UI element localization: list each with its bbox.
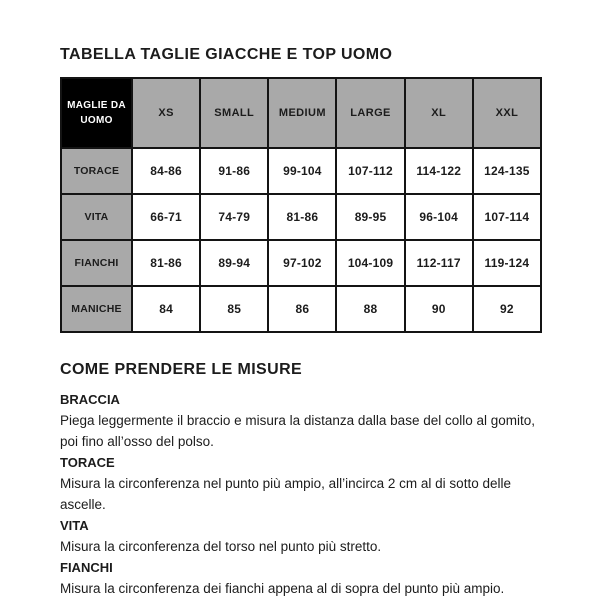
table-row-fianchi <box>61 240 541 286</box>
row-label-torace: TORACE <box>61 148 132 194</box>
cell-value: 99-104 <box>268 148 336 194</box>
column-header-xl: XL <box>405 78 473 148</box>
instructions-list <box>60 389 540 599</box>
row-label-maniche: MANICHE <box>61 286 132 332</box>
cell-value: 81-86 <box>132 240 200 286</box>
cell-value: 86 <box>268 286 336 332</box>
column-header-medium: MEDIUM <box>268 78 336 148</box>
cell-value: 119-124 <box>473 240 541 286</box>
cell-value: 74-79 <box>200 194 268 240</box>
row-label-vita: VITA <box>61 194 132 240</box>
instruction-text: Piega leggermente il braccio e misura la distanza dalla base del collo al gomito, poi fino all’osso del polso. <box>60 413 536 449</box>
instruction-block-fianchi <box>60 557 540 599</box>
cell-value: 89-94 <box>200 240 268 286</box>
table-row-torace <box>61 148 541 194</box>
cell-value: 107-114 <box>473 194 541 240</box>
instruction-label: TORACE <box>60 455 115 470</box>
cell-value: 124-135 <box>473 148 541 194</box>
cell-value: 92 <box>473 286 541 332</box>
cell-value: 81-86 <box>268 194 336 240</box>
column-header-xs: XS <box>132 78 200 148</box>
cell-value: 84 <box>132 286 200 332</box>
instruction-label: BRACCIA <box>60 392 120 407</box>
instruction-block-braccia <box>60 389 540 452</box>
instruction-text: Misura la circonferenza dei fianchi appena al di sopra del punto più ampio. <box>60 581 505 596</box>
page-title: TABELLA TAGLIE GIACCHE E TOP UOMO <box>60 46 393 63</box>
cell-value: 85 <box>200 286 268 332</box>
column-header-xxl: XXL <box>473 78 541 148</box>
cell-value: 97-102 <box>268 240 336 286</box>
table-corner-cell: MAGLIE DA UOMO <box>61 78 132 148</box>
instruction-block-torace <box>60 452 540 515</box>
section-title-measures: COME PRENDERE LE MISURE <box>60 361 303 378</box>
cell-value: 114-122 <box>405 148 473 194</box>
cell-value: 107-112 <box>336 148 404 194</box>
size-table <box>60 77 542 333</box>
cell-value: 88 <box>336 286 404 332</box>
table-row-maniche <box>61 286 541 332</box>
instruction-text: Misura la circonferenza del torso nel punto più stretto. <box>60 539 382 554</box>
cell-value: 112-117 <box>405 240 473 286</box>
size-table-header-row <box>61 78 541 148</box>
column-header-small: SMALL <box>200 78 268 148</box>
cell-value: 91-86 <box>200 148 268 194</box>
cell-value: 104-109 <box>336 240 404 286</box>
cell-value: 89-95 <box>336 194 404 240</box>
instruction-text: Misura la circonferenza nel punto più ampio, all’incirca 2 cm al di sotto delle ascelle. <box>60 476 511 512</box>
instruction-label: VITA <box>60 518 89 533</box>
table-row-vita <box>61 194 541 240</box>
row-label-fianchi: FIANCHI <box>61 240 132 286</box>
instruction-label: FIANCHI <box>60 560 113 575</box>
cell-value: 66-71 <box>132 194 200 240</box>
column-header-large: LARGE <box>336 78 404 148</box>
cell-value: 84-86 <box>132 148 200 194</box>
cell-value: 96-104 <box>405 194 473 240</box>
instruction-block-vita <box>60 515 540 557</box>
cell-value: 90 <box>405 286 473 332</box>
